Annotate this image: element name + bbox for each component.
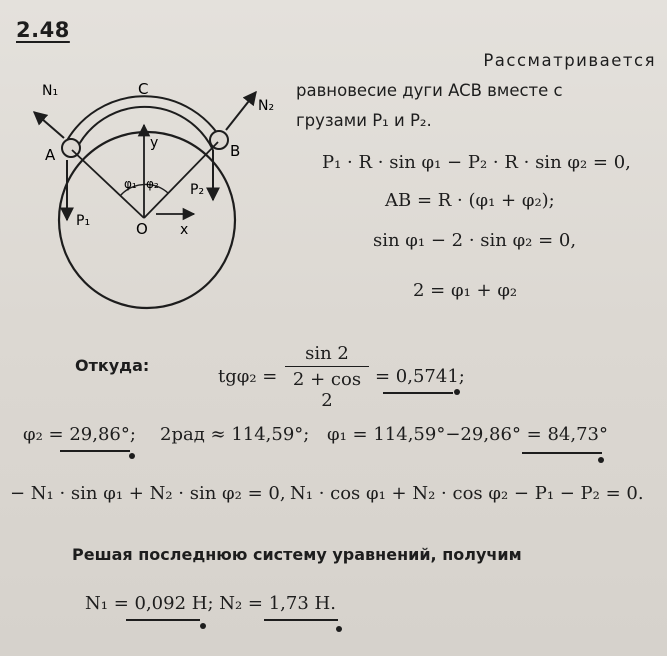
phi2-underline <box>60 450 130 452</box>
tg-phi2-lhs: tgφ₂ = <box>218 366 278 387</box>
phi2-value: φ₂ = 29,86°; <box>23 424 136 445</box>
radian-conversion: 2рад ≈ 114,59°; <box>160 424 310 445</box>
description-line-3: грузами P₁ и P₂. <box>296 111 432 130</box>
description-line-1: Рассматривается <box>483 51 656 70</box>
label-c: C <box>138 80 149 98</box>
fraction-denominator: 2 + cos 2 <box>292 369 362 411</box>
equation-arc-length: AB = R · (φ₁ + φ₂); <box>385 190 555 211</box>
tg-fraction <box>285 343 369 411</box>
label-n1: N₁ <box>42 83 59 99</box>
phi1-underline <box>522 452 602 454</box>
figure-arc-diagram <box>20 60 300 330</box>
label-a: A <box>45 146 56 164</box>
label-phi2: φ₂ <box>146 177 159 191</box>
problem-description <box>296 46 656 136</box>
problem-number: 2.48 <box>16 18 70 42</box>
label-o: O <box>136 220 148 238</box>
conclusion-text: Решая последнюю систему уравнений, получим <box>72 545 522 564</box>
equation-angle-sum: 2 = φ₁ + φ₂ <box>413 280 518 301</box>
result-dot <box>454 389 460 395</box>
n1-underline <box>126 619 200 621</box>
label-n2: N₂ <box>258 98 275 114</box>
label-y: y <box>150 135 159 151</box>
phi1-dot <box>598 457 604 463</box>
label-b: B <box>230 142 241 160</box>
fraction-numerator: sin 2 <box>285 343 369 367</box>
n2-arrow <box>226 92 256 130</box>
final-result: N₁ = 0,092 Н; N₂ = 1,73 Н. <box>85 593 336 614</box>
result-underline <box>383 392 453 394</box>
phi2-dot <box>129 453 135 459</box>
label-phi1: φ₁ <box>124 177 137 191</box>
n2-underline <box>264 619 338 621</box>
tg-result: = 0,5741; <box>375 366 465 387</box>
equation-sines: sin φ₁ − 2 · sin φ₂ = 0, <box>373 230 577 251</box>
equation-moments: P₁ · R · sin φ₁ − P₂ · R · sin φ₂ = 0, <box>322 152 631 173</box>
otkuda-label: Откуда: <box>75 356 150 375</box>
label-p2: P₂ <box>190 182 205 198</box>
n1-arrow <box>34 112 64 138</box>
label-x: x <box>180 222 189 238</box>
phi1-value: φ₁ = 114,59°−29,86° = 84,73° <box>327 424 608 445</box>
n2-dot <box>336 626 342 632</box>
force-equation-x: − N₁ · sin φ₁ + N₂ · sin φ₂ = 0, <box>10 483 286 504</box>
description-line-2: равновесие дуги ACB вместе с <box>296 81 563 100</box>
n1-dot <box>200 623 206 629</box>
label-p1: P₁ <box>76 213 91 229</box>
force-equation-y: N₁ · cos φ₁ + N₂ · cos φ₂ − P₁ − P₂ = 0. <box>290 483 644 504</box>
